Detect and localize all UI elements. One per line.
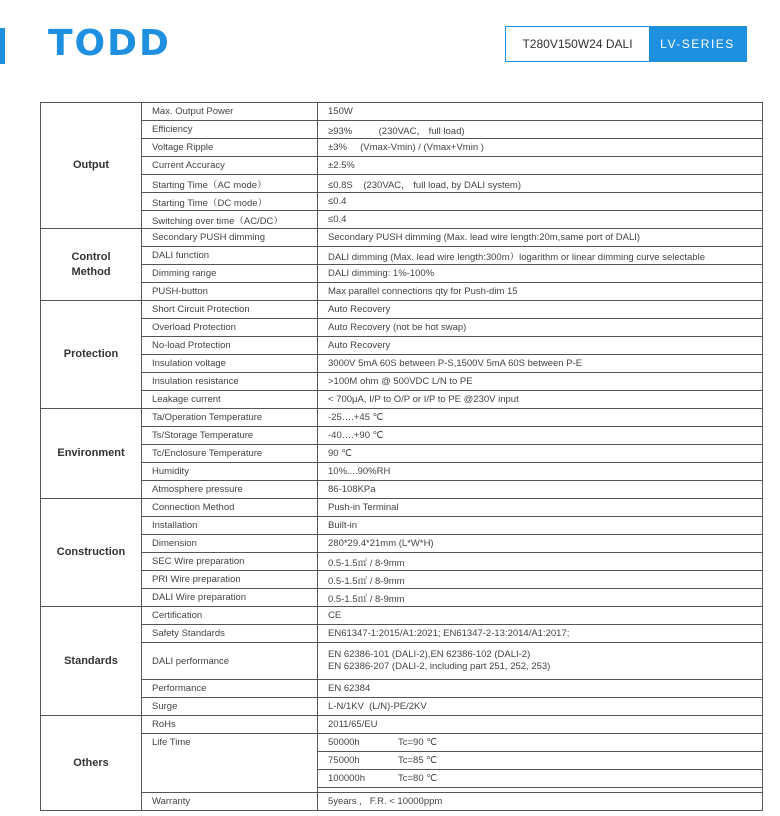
- spec-label: Life Time: [142, 734, 318, 793]
- spec-value: Auto Recovery: [318, 337, 763, 355]
- spec-value: [318, 770, 763, 788]
- spec-value: 0.5-1.5㎡ / 8-9mm: [318, 553, 763, 571]
- table-row: [41, 553, 763, 571]
- spec-value: EN61347-1:2015/A1:2021; EN61347-2-13:2014/A1:2017;: [318, 625, 763, 643]
- group-construction: Construction: [41, 499, 142, 607]
- table-row: [41, 175, 763, 193]
- table-row: [41, 643, 763, 680]
- spec-label: RoHs: [142, 716, 318, 734]
- table-row: [41, 607, 763, 625]
- spec-label: Ta/Operation Temperature: [142, 409, 318, 427]
- spec-value: Auto Recovery: [318, 301, 763, 319]
- table-row: [41, 589, 763, 607]
- spec-label: Surge: [142, 698, 318, 716]
- spec-label: Humidity: [142, 463, 318, 481]
- table-row: [41, 734, 763, 752]
- spec-value: ≤0.4: [318, 193, 763, 211]
- spec-label: Connection Method: [142, 499, 318, 517]
- table-row: [41, 211, 763, 229]
- spec-value: 0.5-1.5㎡ / 8-9mm: [318, 571, 763, 589]
- spec-value: ±3% (Vmax-Vmin) / (Vmax+Vmin ): [318, 139, 763, 157]
- spec-label: DALI Wire preparation: [142, 589, 318, 607]
- table-row: [41, 229, 763, 247]
- spec-label: Ts/Storage Temperature: [142, 427, 318, 445]
- lifetime-hours: 50000h: [328, 737, 360, 748]
- group-standards: Standards: [41, 607, 142, 716]
- table-row: [41, 698, 763, 716]
- spec-value: Built-in: [318, 517, 763, 535]
- spec-label: Leakage current: [142, 391, 318, 409]
- spec-label: Starting Time（DC mode）: [142, 193, 318, 211]
- table-row: [41, 445, 763, 463]
- group-environment: Environment: [41, 409, 142, 499]
- spec-label: DALI function: [142, 247, 318, 265]
- table-row: [41, 373, 763, 391]
- spec-label: Switching over time（AC/DC）: [142, 211, 318, 229]
- accent-bar: [0, 28, 5, 64]
- todd-logo: TODD: [48, 23, 171, 64]
- table-row: [41, 499, 763, 517]
- spec-value: 3000V 5mA 60S between P-S,1500V 5mA 60S between P-E: [318, 355, 763, 373]
- spec-value: ≤0.8S (230VAC， full load, by DALI system): [318, 175, 763, 193]
- spec-value: ±2.5%: [318, 157, 763, 175]
- spec-label: Starting Time（AC mode）: [142, 175, 318, 193]
- lifetime-tc: Tc=90 ℃: [398, 737, 437, 748]
- table-row: [41, 571, 763, 589]
- spec-label: Performance: [142, 680, 318, 698]
- spec-value: 5years , F.R. < 10000ppm: [318, 793, 763, 811]
- spec-value: [318, 734, 763, 752]
- spec-label: Secondary PUSH dimming: [142, 229, 318, 247]
- group-control-line2: Method: [71, 265, 111, 278]
- table-row: [41, 139, 763, 157]
- spec-label: Dimming range: [142, 265, 318, 283]
- spec-value: EN 62384: [318, 680, 763, 698]
- table-row: [41, 793, 763, 811]
- lifetime-tc: Tc=80 ℃: [398, 773, 437, 784]
- table-row: [41, 391, 763, 409]
- spec-value: DALI dimming: 1%-100%: [318, 265, 763, 283]
- spec-label: Current Accuracy: [142, 157, 318, 175]
- table-row: [41, 337, 763, 355]
- lifetime-hours: 100000h: [328, 773, 365, 784]
- table-row: [41, 301, 763, 319]
- table-row: [41, 463, 763, 481]
- spec-label: PUSH-button: [142, 283, 318, 301]
- spec-label: No-load Protection: [142, 337, 318, 355]
- group-output: Output: [41, 103, 142, 229]
- spec-label: Safety Standards: [142, 625, 318, 643]
- spec-value: ≥93% (230VAC， full load): [318, 121, 763, 139]
- table-row: [41, 193, 763, 211]
- spec-value: Push-in Terminal: [318, 499, 763, 517]
- spec-label: Voltage Ripple: [142, 139, 318, 157]
- spec-table: [40, 102, 763, 811]
- spec-label: Max. Output Power: [142, 103, 318, 121]
- table-row: [41, 265, 763, 283]
- spec-label: Atmosphere pressure: [142, 481, 318, 499]
- spec-value: DALI dimming (Max. lead wire length:300m）logarithm or linear dimming curve selectable: [318, 247, 763, 265]
- spec-value: 150W: [318, 103, 763, 121]
- table-row: [41, 716, 763, 734]
- table-row: [41, 121, 763, 139]
- table-row: [41, 157, 763, 175]
- spec-value: Secondary PUSH dimming (Max. lead wire length:20m,same port of DALI): [318, 229, 763, 247]
- spec-value: 86-108KPa: [318, 481, 763, 499]
- table-row: [41, 481, 763, 499]
- spec-value: [318, 643, 763, 680]
- table-row: [41, 625, 763, 643]
- dali-standard-line1: EN 62386-101 (DALI-2),EN 62386-102 (DALI-2): [328, 649, 531, 660]
- spec-value: 10%....90%RH: [318, 463, 763, 481]
- spec-value: -25….+45 ℃: [318, 409, 763, 427]
- spec-label: Insulation voltage: [142, 355, 318, 373]
- spec-value: < 700μA, I/P to O/P or I/P to PE @230V input: [318, 391, 763, 409]
- spec-value: Max parallel connections qty for Push-dim 15: [318, 283, 763, 301]
- lifetime-tc: Tc=85 ℃: [398, 755, 437, 766]
- spec-value: 90 ℃: [318, 445, 763, 463]
- spec-value: [318, 752, 763, 770]
- spec-value: -40….+90 ℃: [318, 427, 763, 445]
- spec-label: Insulation resistance: [142, 373, 318, 391]
- spec-label: Installation: [142, 517, 318, 535]
- spec-value: ≤0.4: [318, 211, 763, 229]
- table-row: [41, 680, 763, 698]
- spec-label: SEC Wire preparation: [142, 553, 318, 571]
- table-row: [41, 319, 763, 337]
- spec-label: PRI Wire preparation: [142, 571, 318, 589]
- spec-label: Overload Protection: [142, 319, 318, 337]
- spec-label: Certification: [142, 607, 318, 625]
- group-control-method: [41, 229, 142, 301]
- spec-label: DALI performance: [142, 643, 318, 680]
- group-control-line1: Control: [71, 250, 111, 263]
- spec-value: 0.5-1.5㎡ / 8-9mm: [318, 589, 763, 607]
- table-row: [41, 535, 763, 553]
- spec-label: Tc/Enclosure Temperature: [142, 445, 318, 463]
- spec-label: Warranty: [142, 793, 318, 811]
- group-protection: Protection: [41, 301, 142, 409]
- table-row: [41, 103, 763, 121]
- table-row: [41, 427, 763, 445]
- lifetime-hours: 75000h: [328, 755, 360, 766]
- group-others: Others: [41, 716, 142, 811]
- dali-standard-line2: EN 62386-207 (DALI-2, including part 251, 252, 253): [328, 661, 551, 672]
- model-name: T280V150W24 DALI: [522, 37, 633, 51]
- spec-label: Efficiency: [142, 121, 318, 139]
- table-row: [41, 355, 763, 373]
- table-row: [41, 247, 763, 265]
- table-row: [41, 283, 763, 301]
- spec-value: Auto Recovery (not be hot swap): [318, 319, 763, 337]
- model-badge: [505, 26, 747, 62]
- table-row: [41, 517, 763, 535]
- table-row: [41, 409, 763, 427]
- spec-value: L-N/1KV (L/N)-PE/2KV: [318, 698, 763, 716]
- spec-label: Short Circuit Protection: [142, 301, 318, 319]
- spec-label: Dimension: [142, 535, 318, 553]
- spec-value: 2011/65/EU: [318, 716, 763, 734]
- series-label: LV-SERIES: [649, 27, 746, 61]
- spec-value: >100M ohm @ 500VDC L/N to PE: [318, 373, 763, 391]
- spec-value: 280*29.4*21mm (L*W*H): [318, 535, 763, 553]
- spec-value: CE: [318, 607, 763, 625]
